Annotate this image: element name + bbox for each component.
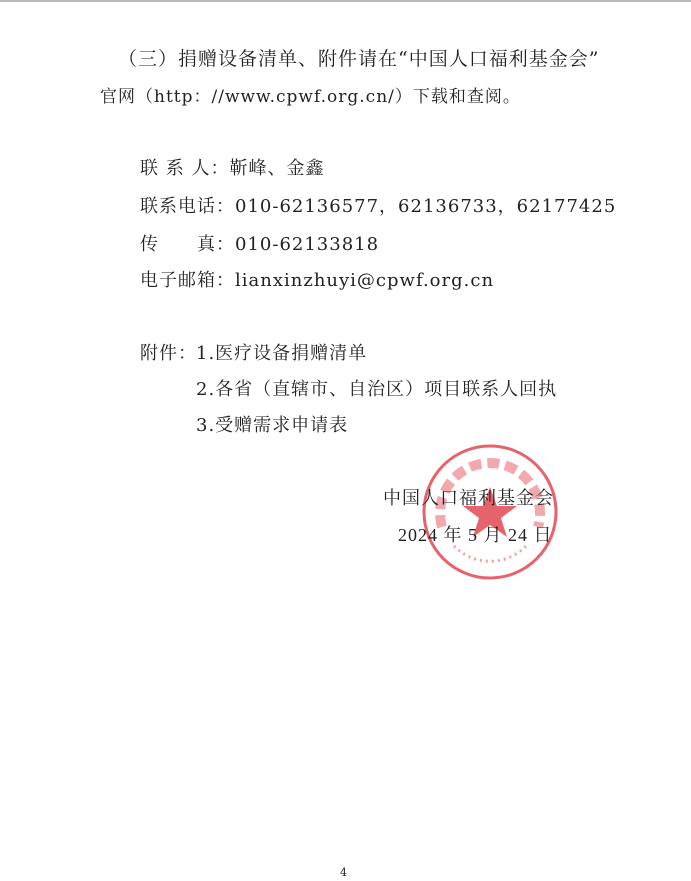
attachment-item: 3.受赠需求申请表 xyxy=(196,415,349,436)
contact-fax-label: 传 真： xyxy=(140,234,235,255)
contact-email-label: 电子邮箱： xyxy=(140,270,235,291)
attachment-item: 2.各省（直辖市、自治区）项目联系人回执 xyxy=(196,379,558,400)
signature-date: 2024 年 5 月 24 日 xyxy=(398,525,553,545)
contact-email: lianxinzhuyi@cpwf.org.cn xyxy=(235,270,495,291)
contact-phone-row xyxy=(140,192,616,218)
contact-person: 靳峰、金鑫 xyxy=(229,158,325,179)
paragraph-line-1: （三）捐赠设备清单、附件请在“中国人口福利基金会” xyxy=(118,48,600,70)
attachments-label: 附件： xyxy=(140,343,197,364)
contact-person-row xyxy=(140,154,324,180)
page-number: 4 xyxy=(340,866,348,879)
official-seal xyxy=(420,442,560,582)
seal-number-mark xyxy=(454,546,526,561)
signature-org: 中国人口福利基金会 xyxy=(383,488,554,509)
contact-fax: 010-62133818 xyxy=(235,234,380,255)
contact-phone-label: 联系电话： xyxy=(140,196,235,217)
contact-fax-row xyxy=(140,230,379,256)
contact-email-row xyxy=(140,266,494,292)
attachment-item: 1.医疗设备捐赠清单 xyxy=(196,343,368,364)
contact-person-label: 联 系 人： xyxy=(140,158,230,179)
contact-phone: 010-62136577，62136733，62177425 xyxy=(235,196,617,217)
paragraph-line-2: 官网（http：//www.cpwf.org.cn/）下载和查阅。 xyxy=(100,87,521,107)
